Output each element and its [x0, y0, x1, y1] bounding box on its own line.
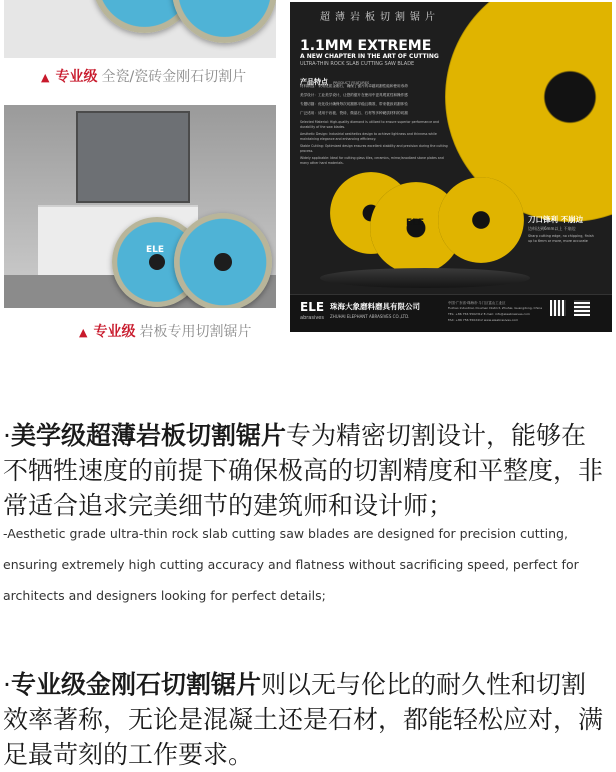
paragraph-2-rest: 则以无与伦比的耐久性和切割效率著称，无论是混凝土还是石材，都能轻松应对，满足最苛刻的工作要求。	[3, 670, 604, 769]
caption-label: 全瓷/瓷砖金刚石切割片	[101, 69, 247, 85]
mid-left-caption	[79, 321, 251, 341]
qr-code-icon	[550, 300, 566, 316]
qr-code-icon	[574, 300, 590, 316]
paragraph-2-bold: 专业级金刚石切割锯片	[10, 670, 261, 699]
feature-list-en	[300, 120, 450, 166]
paragraph-1-en: -Aesthetic grade ultra-thin rock slab cutting saw blades are designed for precision cutting, ensuring extremely high cutting accuracy and flatness without sacrificing speed, perfect for architects and designers looking for perfect details;	[3, 526, 579, 603]
features-title: 产品特点	[300, 78, 328, 86]
footer-brand-sub: abrasives	[300, 315, 324, 321]
bullet: ·	[3, 421, 11, 450]
feature-row: 专题切割：优化设计确保每次切割都平稳且精准，带来极致切割体验	[300, 102, 408, 106]
footer-tel: TEL: +86 756 5502312 E-mail: info@eleabrasives.com	[448, 312, 530, 316]
feature-row: 材料精选：采用优质金刚石，确保了锯片的卓越切割性能和使用寿命	[300, 84, 408, 88]
pedestal-shape	[320, 268, 530, 288]
features-title-en: PRODUCT FEATURES	[333, 81, 370, 85]
mirror-shape	[76, 111, 190, 203]
side-en: Sharp cutting edge, no chipping, finish up to 6mm or more, more accurate	[528, 234, 594, 243]
feature-row: 广泛适用：适用于岩板、瓷砖、微晶石、石材等多种硬质材料的切割	[300, 111, 408, 115]
caption-tier: 专业级	[93, 324, 136, 340]
side-title: 刀口锋利 不崩边	[528, 215, 584, 224]
bathroom-product-photo	[4, 105, 276, 308]
feature-row: 美学设计：工业美学设计，让您的锯片在使用中更具观赏性和操作感	[300, 93, 408, 97]
paragraph-1-rest: 专为精密切割设计，能够在不牺牲速度的前提下确保极高的切割精度和平整度，非常适合追求完美细节的建筑师和设计师；	[3, 421, 604, 520]
feature-row-en: Aesthetic Design: Industrial aesthetics design to achieve lightness and thinness while maintaining elegance and enhancing efficiency.	[300, 132, 437, 141]
side-sub: 边料达到6mm以上 不崩边	[528, 226, 576, 231]
footer-address-en: Fuzhao Industrial, Doumen District, Zhuhai, Guangdong, China	[448, 306, 543, 310]
product-poster	[290, 2, 612, 332]
disc-brand-label: ELE	[406, 218, 425, 228]
poster-subhead2: ULTRA-THIN ROCK SLAB CUTTING SAW BLADE	[300, 61, 415, 67]
top-left-product-photo	[4, 0, 276, 58]
paragraph-1-zh	[3, 418, 609, 523]
bullet: ·	[3, 670, 11, 699]
disc-brand-label: ELE	[146, 245, 165, 255]
footer-address: 中国·广东省·珠海市·斗门区富山工业区	[448, 301, 506, 305]
poster-headline: 1.1MM EXTREME	[300, 38, 432, 54]
feature-row-en: Stable Cutting: Optimized design ensures excellent stability and precision during the cutting process.	[300, 144, 448, 153]
poster-subhead: A NEW CHAPTER IN THE ART OF CUTTING	[300, 53, 439, 60]
footer-company: 珠海大象磨料磨具有限公司	[330, 302, 420, 311]
caption-label: 岩板专用切割锯片	[139, 324, 252, 340]
saw-blade-image	[438, 177, 524, 263]
poster-footer	[290, 294, 612, 332]
feature-row-en: Widely applicable: Ideal for cutting glass tiles, ceramics, mirror/anodized stone plates and many other hard materials.	[300, 156, 444, 165]
triangle-marker-icon: ▲	[79, 326, 88, 339]
top-left-caption	[41, 66, 246, 86]
footer-company-en: ZHUHAI ELEPHANT ABRASIVES CO.,LTD.	[330, 314, 410, 319]
feature-row-en: Selected Material: High-quality diamond is utilized to ensure superior performance and durability of the saw blades.	[300, 120, 440, 129]
saw-blade-image	[172, 0, 276, 43]
paragraph-1-bold: 美学级超薄岩板切割锯片	[10, 421, 286, 450]
feature-list	[300, 82, 450, 118]
footer-brand: ELE	[300, 300, 325, 314]
triangle-marker-icon: ▲	[41, 71, 50, 84]
caption-tier: 专业级	[55, 69, 98, 85]
poster-banner: 超薄岩板切割锯片	[320, 12, 440, 23]
paragraph-2-zh	[3, 667, 609, 772]
footer-fax: FAX: +86 756 5502412 www.eleabrasives.com	[448, 318, 519, 322]
saw-blade-image	[174, 213, 272, 308]
